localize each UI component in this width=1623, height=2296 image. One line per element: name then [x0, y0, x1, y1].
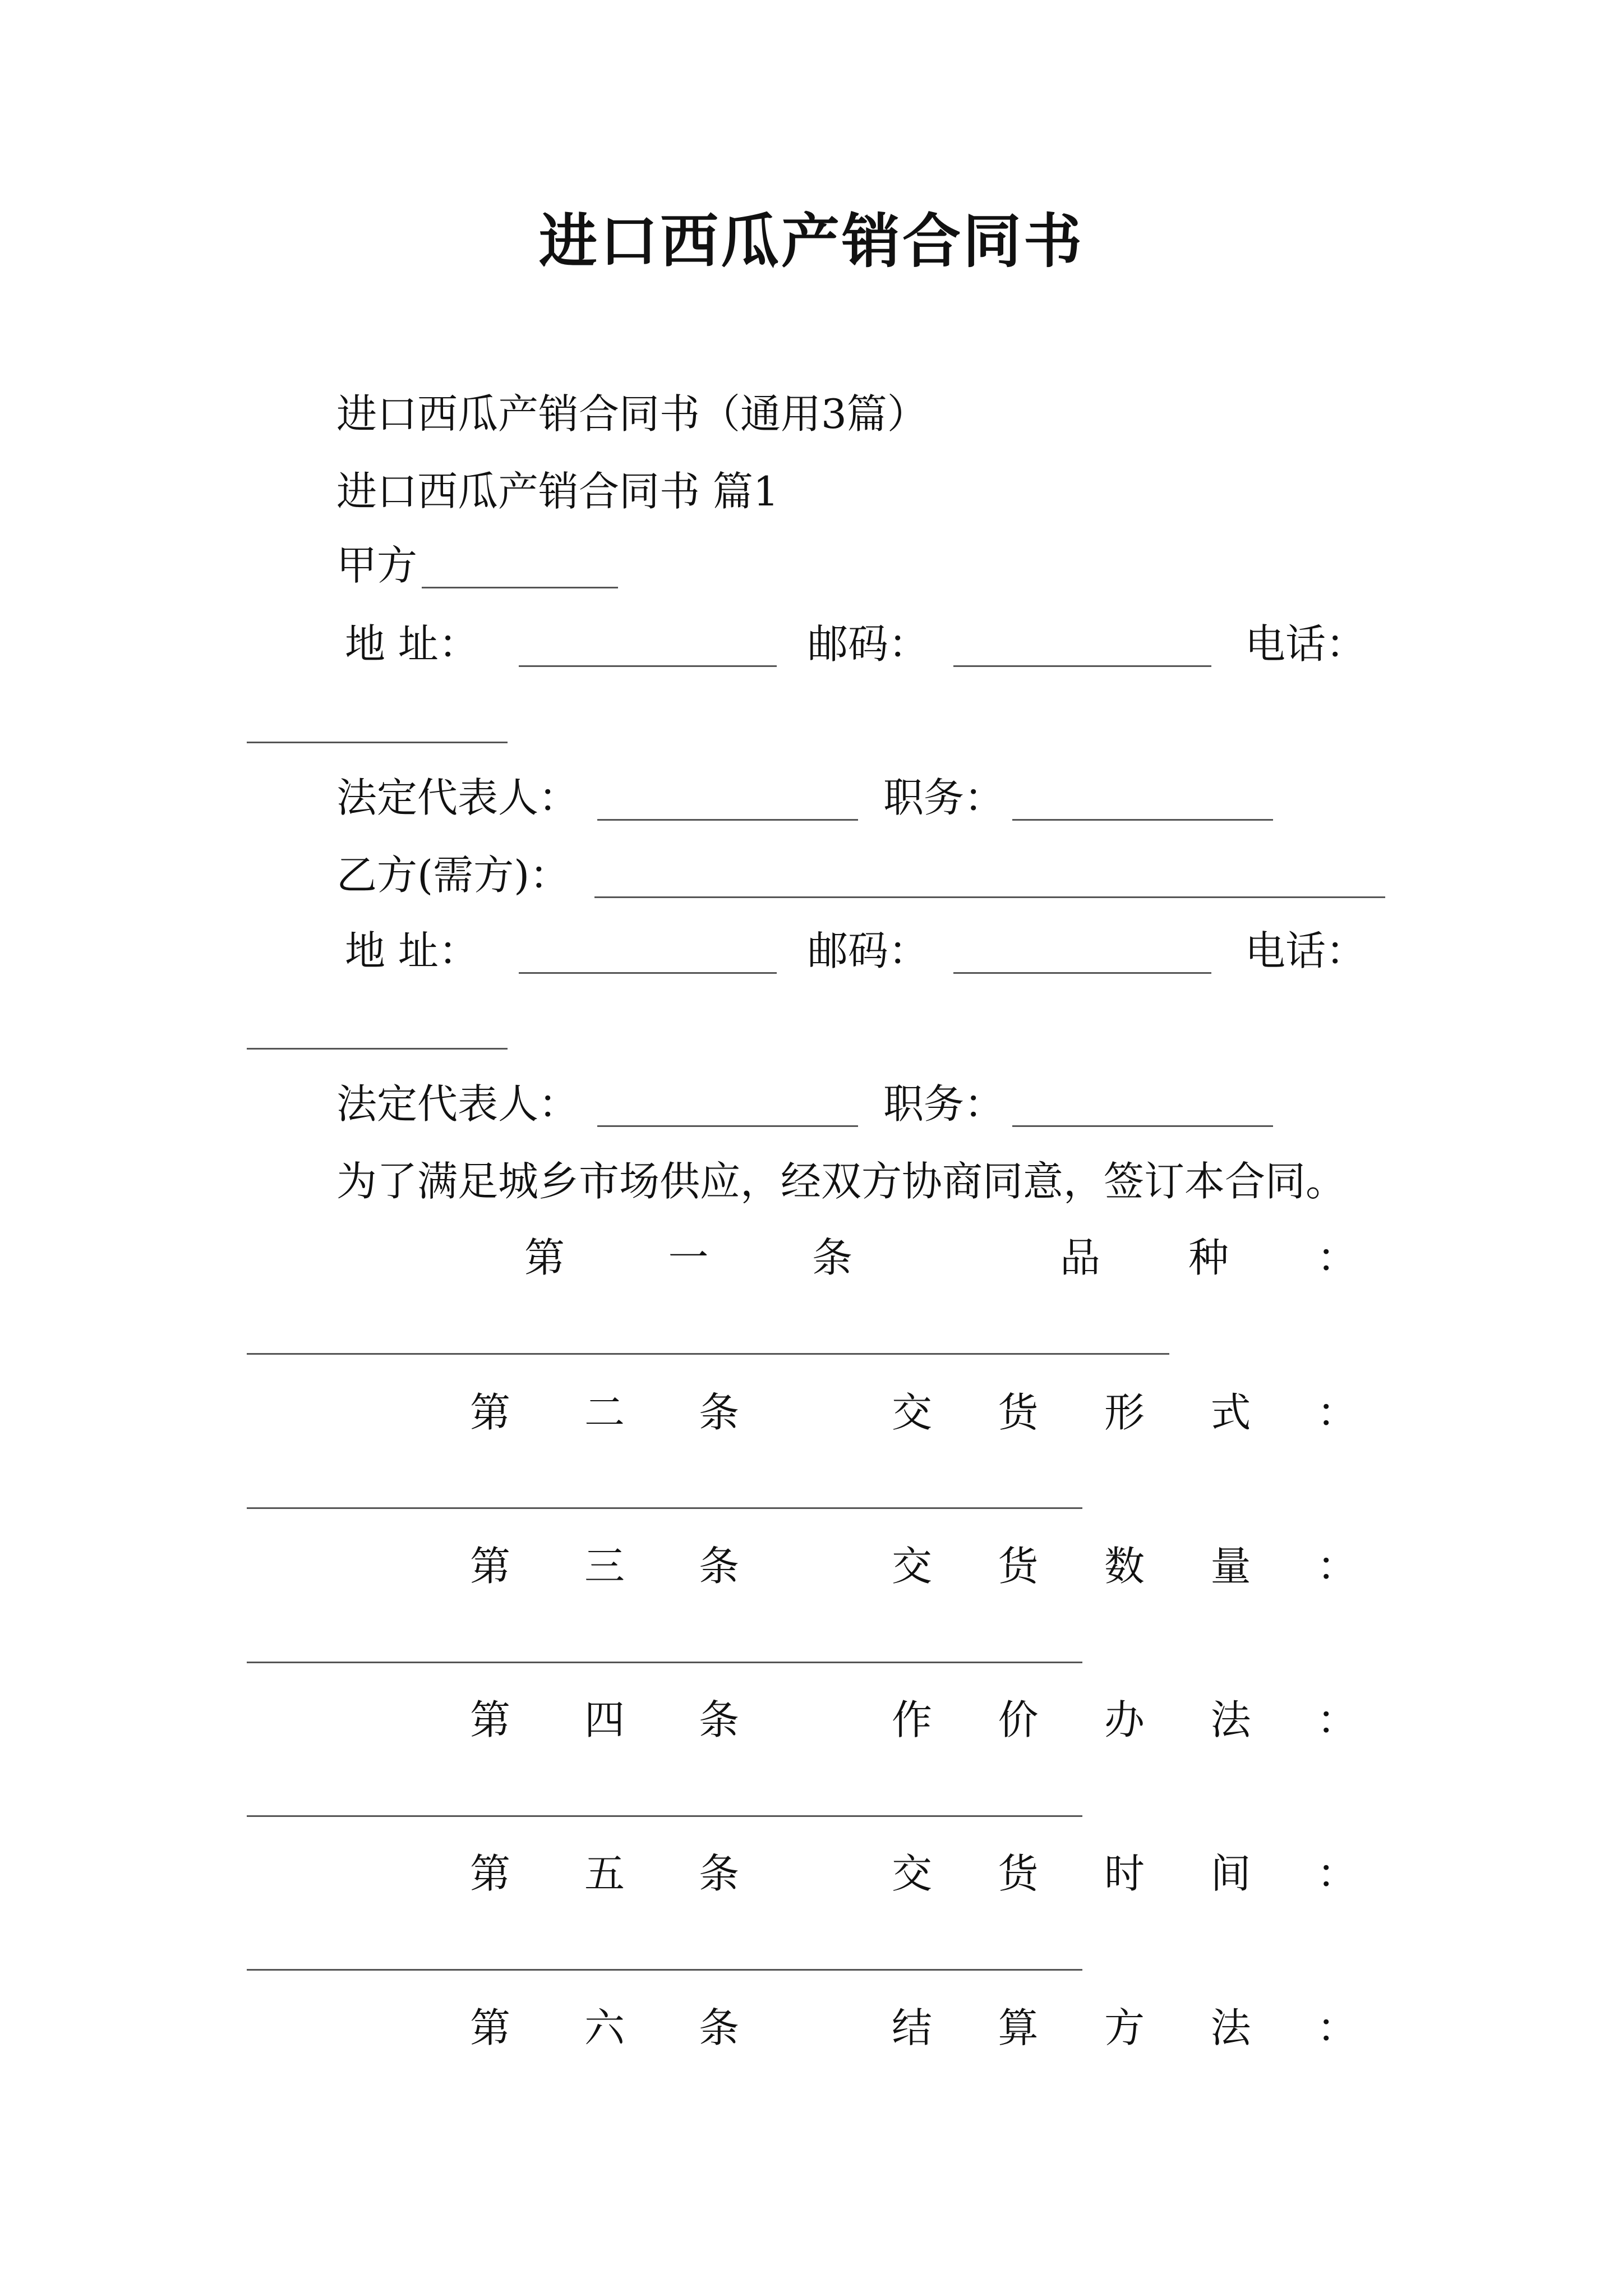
article-3-blank [247, 1662, 1082, 1663]
page-title: 进口西瓜产销合同书 [538, 206, 1084, 275]
article-2-num-char: 条 [698, 1389, 739, 1436]
article-5-blank [247, 1969, 1082, 1971]
article-2-number [470, 1384, 739, 1441]
article-6-label-char: 方 [1104, 2004, 1145, 2051]
article-6-label-char: 结 [892, 2004, 933, 2051]
article-2-blank [247, 1507, 1082, 1509]
article-3-label-char: ： [1316, 1543, 1357, 1590]
article-3-label-char: 交 [892, 1543, 933, 1590]
article-4-label-char: 作 [892, 1696, 933, 1743]
party-b-rep-blank [597, 1125, 858, 1127]
article-1-num-char: 条 [811, 1234, 852, 1281]
party-a-address-blank [519, 665, 777, 667]
article-5-label-char: 交 [892, 1850, 933, 1897]
article-6-heading [892, 2000, 1357, 2056]
article-1-number [524, 1230, 852, 1286]
party-a-address-label: 地 址： [345, 620, 479, 668]
article-5-num-char: 条 [698, 1850, 739, 1897]
article-2-label-char: 形 [1104, 1389, 1145, 1436]
article-5-heading [892, 1846, 1357, 1902]
party-b-label: 乙方(需方)： [336, 852, 570, 899]
party-b-position-blank [1012, 1125, 1273, 1127]
party-a-rep-label: 法定代表人： [336, 774, 579, 821]
article-1-num-char: 一 [668, 1234, 709, 1281]
article-4-number [470, 1692, 739, 1748]
article-6-label-char: 法 [1210, 2004, 1251, 2051]
article-3-heading [892, 1538, 1357, 1594]
article-3-num-char: 三 [584, 1543, 625, 1590]
article-2-num-char: 二 [584, 1389, 625, 1436]
article-3-num-char: 第 [470, 1543, 511, 1590]
article-6-num-char: 条 [698, 2004, 739, 2051]
party-b-phone-label: 电话： [1245, 927, 1367, 974]
article-3-number [470, 1538, 739, 1594]
party-a-postcode-blank [953, 665, 1211, 667]
article-4-label-char: 办 [1104, 1696, 1145, 1743]
party-b-position-label: 职务： [883, 1080, 1005, 1128]
article-4-label-char: 价 [998, 1696, 1039, 1743]
article-3-label-char: 量 [1210, 1543, 1251, 1590]
article-6-label-char: 算 [998, 2004, 1039, 2051]
article-3-label-char: 数 [1104, 1543, 1145, 1590]
article-2-label-char: 式 [1210, 1389, 1251, 1436]
article-2-label-char: 货 [998, 1389, 1039, 1436]
article-5-number [470, 1846, 739, 1902]
party-a-name-blank [422, 587, 618, 588]
party-a-position-label: 职务： [883, 774, 1005, 821]
party-a-position-blank [1012, 819, 1273, 821]
article-6-label-char: ： [1316, 2004, 1357, 2051]
article-1-heading [1060, 1230, 1357, 1286]
article-1-blank [247, 1353, 1169, 1355]
article-5-label-char: 时 [1104, 1850, 1145, 1897]
article-6-num-char: 六 [584, 2004, 625, 2051]
party-a-phone-blank [247, 742, 508, 743]
party-a-label: 甲方 [336, 542, 418, 589]
article-2-num-char: 第 [470, 1389, 511, 1436]
article-5-label-char: 货 [998, 1850, 1039, 1897]
article-6-num-char: 第 [470, 2004, 511, 2051]
party-a-postcode-label: 邮码： [808, 620, 929, 668]
article-5-num-char: 第 [470, 1850, 511, 1897]
article-1-label-char: ： [1316, 1234, 1357, 1281]
article-6-number [470, 2000, 739, 2056]
party-a-rep-blank [597, 819, 858, 821]
party-b-postcode-blank [953, 972, 1211, 974]
article-2-label-char: ： [1316, 1389, 1357, 1436]
article-4-blank [247, 1815, 1082, 1817]
article-3-num-char: 条 [698, 1543, 739, 1590]
article-1-label-char: 种 [1188, 1234, 1229, 1281]
party-b-postcode-label: 邮码： [808, 927, 929, 974]
section-heading: 进口西瓜产销合同书 篇1 [336, 468, 779, 515]
article-5-num-char: 五 [584, 1850, 625, 1897]
party-b-rep-label: 法定代表人： [336, 1080, 579, 1128]
party-b-name-blank [594, 896, 1385, 898]
article-2-label-char: 交 [892, 1389, 933, 1436]
article-5-label-char: ： [1316, 1850, 1357, 1897]
intro-paragraph: 为了满足城乡市场供应，经双方协商同意，签订本合同。 [336, 1158, 1347, 1205]
party-b-phone-blank [247, 1048, 508, 1050]
article-4-num-char: 条 [698, 1696, 739, 1743]
article-1-num-char: 第 [524, 1234, 565, 1281]
article-4-label-char: ： [1316, 1696, 1357, 1743]
article-2-heading [892, 1384, 1357, 1441]
article-5-label-char: 间 [1210, 1850, 1251, 1897]
article-4-num-char: 四 [584, 1696, 625, 1743]
article-1-label-char: 品 [1060, 1234, 1101, 1281]
article-4-num-char: 第 [470, 1696, 511, 1743]
article-4-heading [892, 1692, 1357, 1748]
article-3-label-char: 货 [998, 1543, 1039, 1590]
party-b-address-label: 地 址： [345, 927, 479, 974]
party-b-address-blank [519, 972, 777, 974]
article-4-label-char: 法 [1210, 1696, 1251, 1743]
document-subtitle: 进口西瓜产销合同书（通用3篇） [336, 390, 928, 438]
party-a-phone-label: 电话： [1245, 620, 1367, 668]
